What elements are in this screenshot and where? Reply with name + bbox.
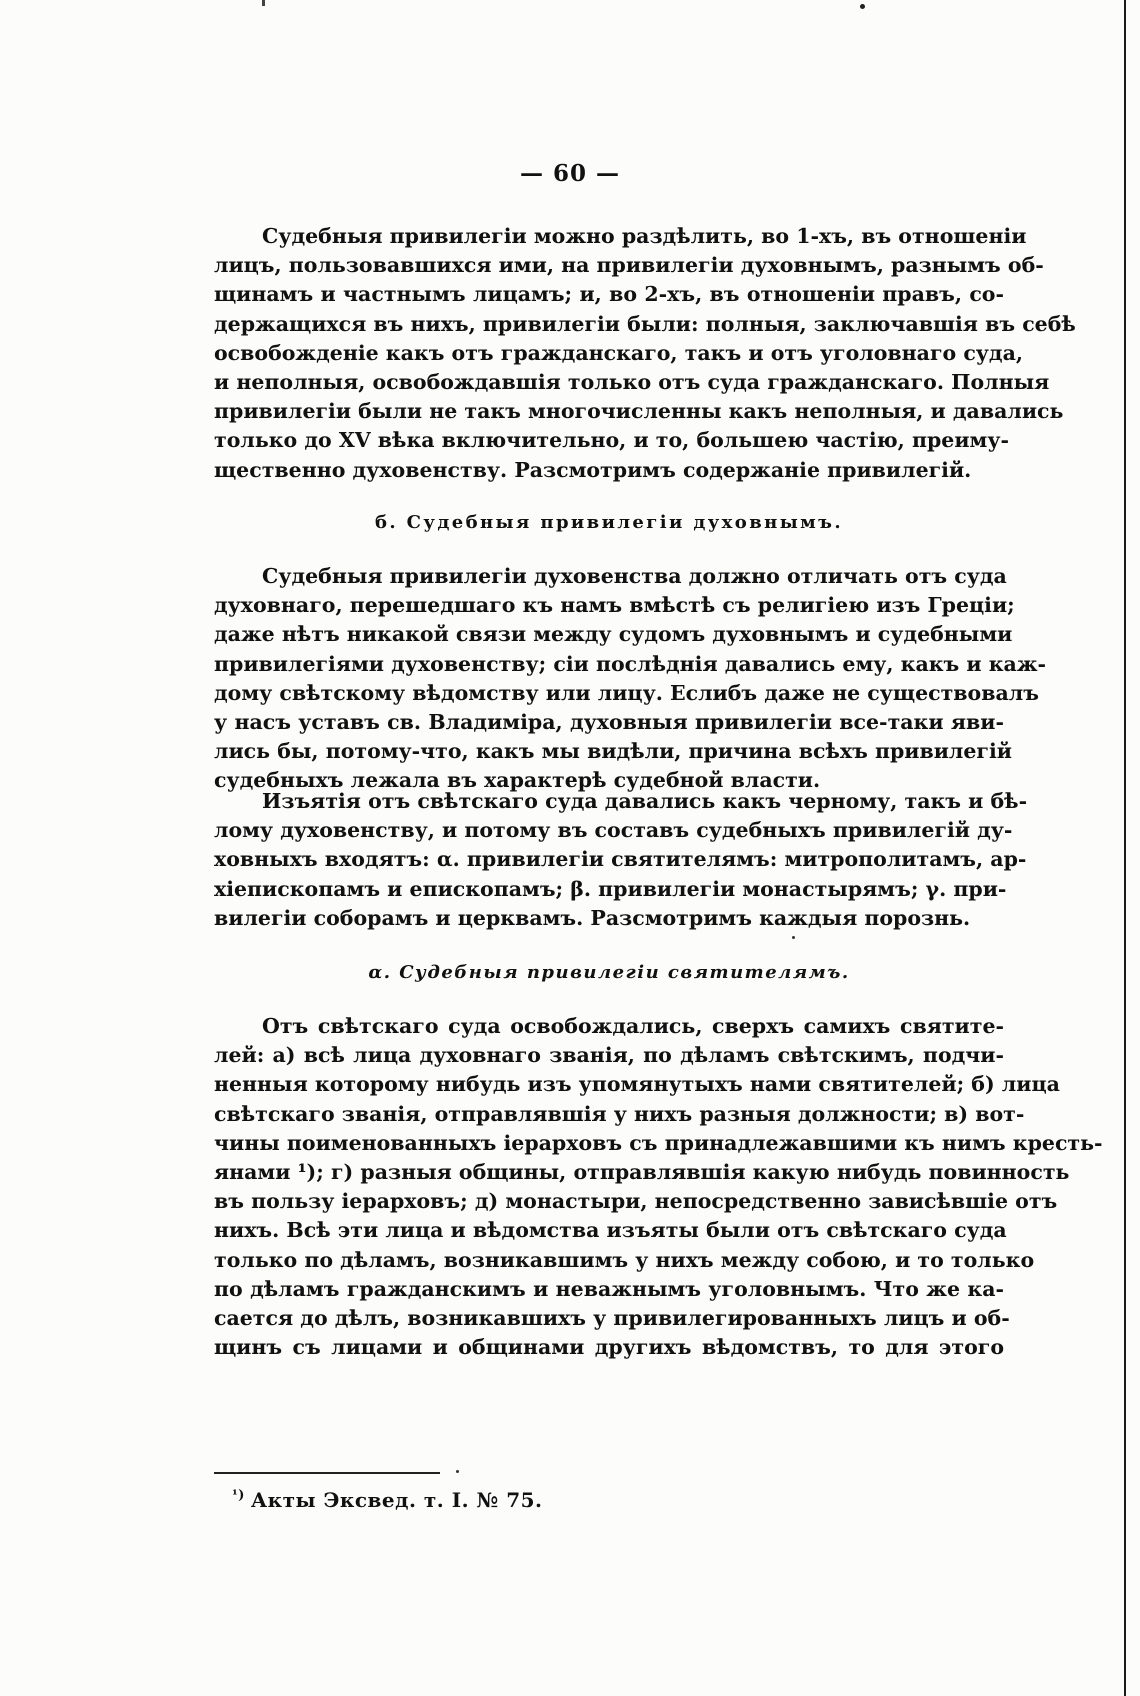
page-number: — 60 — xyxy=(519,160,621,187)
text-line: щинъ съ лицами и общинами другихъ вѣдомствъ, то для этого xyxy=(214,1335,1004,1360)
text-line: щинамъ и частнымъ лицамъ; и, во 2-хъ, въ отношеніи правъ, со- xyxy=(214,282,1004,307)
text-line: привилегіями духовенству; сіи послѣднія давались ему, какъ и каж- xyxy=(214,651,1047,676)
text-line: нихъ. Всѣ эти лица и вѣдомства изъяты были отъ свѣтскаго суда xyxy=(214,1218,1007,1243)
text-line: свѣтскаго званія, отправлявшія у нихъ разныя должности; в) вот- xyxy=(214,1101,1025,1126)
footnote-text: Акты Эксвед. т. I. № 75. xyxy=(250,1488,543,1512)
text-line: и неполныя, освобождавшія только отъ суда гражданскаго. Полныя xyxy=(214,370,1050,395)
page-edge-line xyxy=(1124,0,1126,1696)
ink-speck xyxy=(262,0,265,6)
footnote xyxy=(232,1488,543,1512)
text-line: Изъятія отъ свѣтскаго суда давались какъ черному, такъ и бѣ- xyxy=(262,789,1028,813)
text-line: у насъ уставъ св. Владиміра, духовныя привилегіи все-таки яви- xyxy=(214,710,1004,735)
text-line: ховныхъ входятъ: α. привилегіи святителямъ: митрополитамъ, ар- xyxy=(214,847,1027,872)
ink-speck xyxy=(456,1470,459,1473)
text-line: въ пользу іерарховъ; д) монастыри, непосредственно зависѣвшіе отъ xyxy=(214,1189,1058,1214)
text-line: вилегіи соборамъ и церквамъ. Разсмотримъ каждыя порознь. xyxy=(214,905,971,930)
text-line: сается до дѣлъ, возникавшихъ у привилегированныхъ лицъ и об- xyxy=(214,1306,1010,1331)
ink-speck xyxy=(792,936,795,939)
text-line: только до XV вѣка включительно, и то, большею частію, преиму- xyxy=(214,428,1009,453)
text-line: щественно духовенству. Разсмотримъ содержаніе привилегій. xyxy=(214,457,972,482)
text-line: судебныхъ лежала въ характерѣ судебной власти. xyxy=(214,768,821,793)
text-line: Судебныя привилегіи можно раздѣлить, во 1-хъ, въ отношеніи xyxy=(262,224,1027,248)
text-line: Отъ свѣтскаго суда освобождались, сверхъ самихъ святите- xyxy=(262,1014,1004,1038)
text-line: дому свѣтскому вѣдомству или лицу. Еслибъ даже не существовалъ xyxy=(214,680,1039,705)
text-line: Судебныя привилегіи духовенства должно отличать отъ суда xyxy=(262,564,1007,588)
text-line: по дѣламъ гражданскимъ и неважнымъ уголовнымъ. Что же ка- xyxy=(214,1276,1004,1301)
text-line: только по дѣламъ, возникавшимъ у нихъ между собою, и то только xyxy=(214,1247,1035,1272)
section-heading-a: α. Судебныя привилегіи святителямъ. xyxy=(368,962,850,983)
text-line: лись бы, потому-что, какъ мы видѣли, причина всѣхъ привилегій xyxy=(214,739,1012,764)
text-line: освобожденіе какъ отъ гражданскаго, такъ и отъ уголовнаго суда, xyxy=(214,340,1024,365)
text-line: янами ¹); г) разныя общины, отправлявшія какую нибудь повинность xyxy=(214,1160,1070,1185)
text-line: лицъ, пользовавшихся ими, на привилегіи духовнымъ, разнымъ об- xyxy=(214,253,1044,278)
paragraph-2 xyxy=(214,562,1047,796)
text-line: чины поименованныхъ іерарховъ съ принадлежавшими къ нимъ кресть- xyxy=(214,1130,1103,1155)
text-line: хіепископамъ и епископамъ; β. привилегіи монастырямъ; γ. при- xyxy=(214,876,1007,901)
paragraph-3 xyxy=(214,787,1028,933)
paragraph-1 xyxy=(214,222,1076,485)
text-line: духовнаго, перешедшаго къ намъ вмѣстѣ съ религіею изъ Греціи; xyxy=(214,593,1015,618)
text-line: лей: а) всѣ лица духовнаго званія, по дѣламъ свѣтскимъ, подчи- xyxy=(214,1043,1004,1068)
section-heading-b: б. Судебныя привилегіи духовнымъ. xyxy=(374,512,844,533)
text-line: лому духовенству, и потому въ составъ судебныхъ привилегій ду- xyxy=(214,818,1013,843)
paragraph-4 xyxy=(214,1012,1103,1362)
text-line: держащихся въ нихъ, привилегіи были: полныя, заключавшія въ себѣ xyxy=(214,311,1076,336)
footnote-marker: ¹) xyxy=(232,1488,245,1504)
footnote-divider xyxy=(214,1472,440,1474)
text-line: привилегіи были не такъ многочисленны какъ неполныя, и давались xyxy=(214,399,1064,424)
ink-speck xyxy=(860,4,865,9)
text-line: ненныя которому нибудь изъ упомянутыхъ нами святителей; б) лица xyxy=(214,1072,1060,1097)
text-line: даже нѣтъ никакой связи между судомъ духовнымъ и судебными xyxy=(214,622,1013,647)
